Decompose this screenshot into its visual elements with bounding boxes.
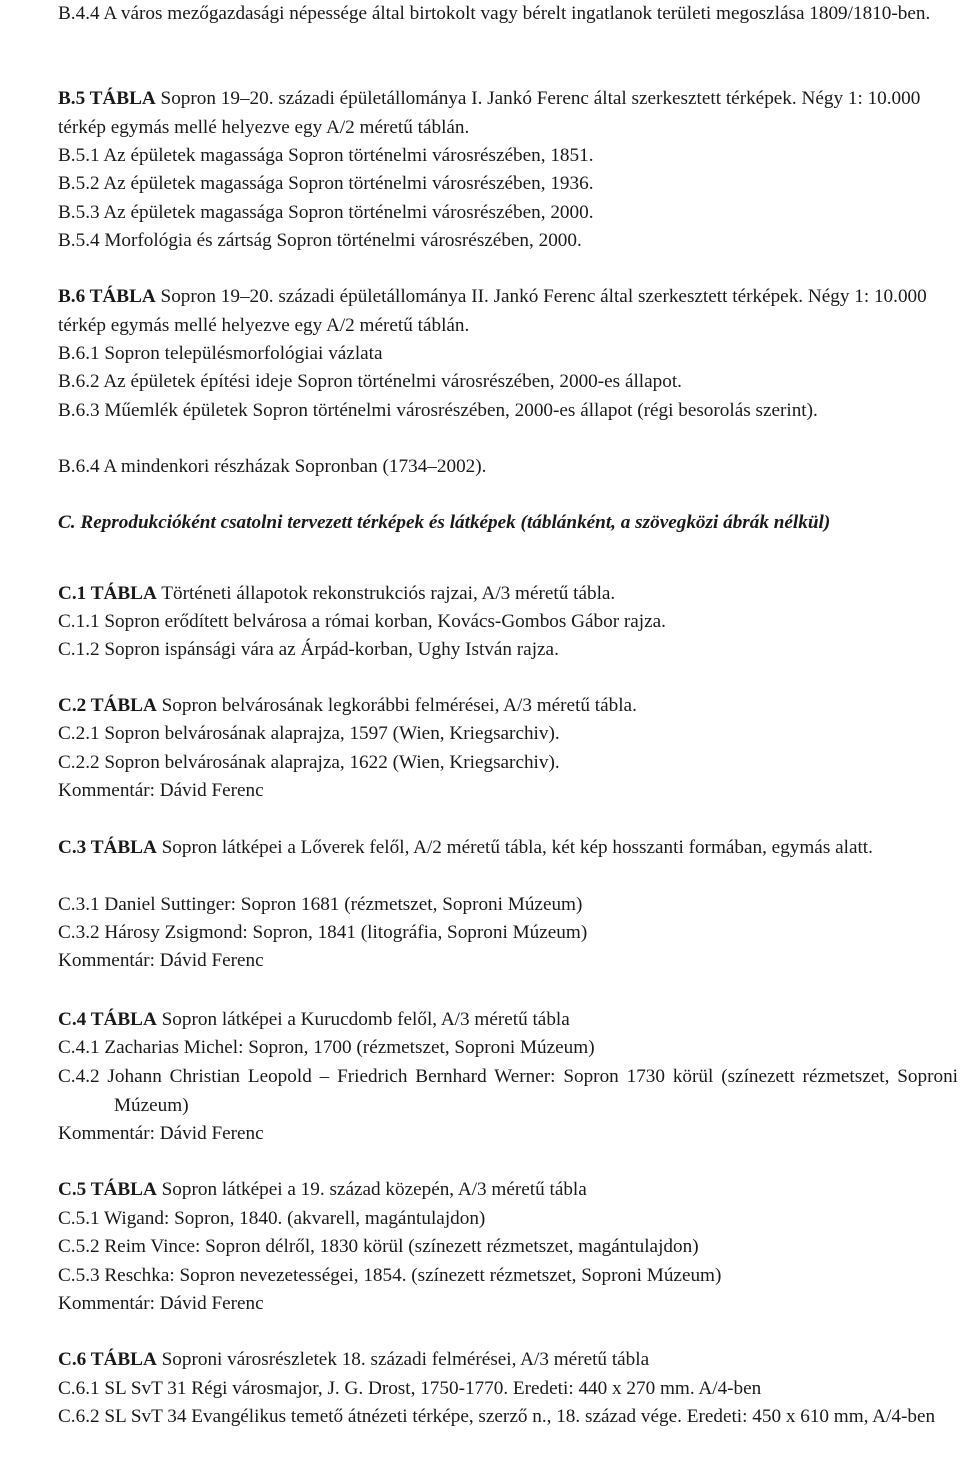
list-item: C.6.2 SL SvT 34 Evangélikus temető átnézeti térképe, szerző n., 18. század vége. Eredeti: 450 x 610 mm, A/4-ben [58, 1406, 936, 1427]
table-label: C.3 TÁBLA [58, 837, 157, 858]
table-title: Soproni városrészletek 18. századi felmérései, A/3 méretű tábla [156, 1349, 650, 1370]
table-label: C.4 TÁBLA [58, 1009, 157, 1030]
table-title: Sopron látképei a 19. század közepén, A/3 méretű tábla [156, 1179, 587, 1200]
list-item: B.6.3 Műemlék épületek Sopron történelmi városrészében, 2000-es állapot (régi besorolás szerint). [58, 400, 818, 421]
list-item: C.5.2 Reim Vince: Sopron délről, 1830 körül (színezett rézmetszet, magántulajdon) [58, 1236, 699, 1257]
list-item: C.3.2 Hárosy Zsigmond: Sopron, 1841 (litográfia, Soproni Múzeum) [58, 922, 588, 943]
list-item: C.1.2 Sopron ispánsági vára az Árpád-korban, Ughy István rajza. [58, 639, 559, 660]
table-title: Sopron 19–20. századi épületállománya II. Jankó Ferenc által szerkesztett térképek. Négy 1: 10.000 térkép egymás mellé helyezve egy A/2 méretű táblán. [58, 286, 927, 336]
list-item: C.2.1 Sopron belvárosának alaprajza, 1597 (Wien, Kriegsarchiv). [58, 723, 560, 744]
list-item: B.5.4 Morfológia és zártság Sopron történelmi városrészében, 2000. [58, 230, 582, 251]
list-item: C.1.1 Sopron erődített belvárosa a római korban, Kovács-Gombos Gábor rajza. [58, 611, 666, 632]
table-label: B.5 TÁBLA [58, 88, 156, 109]
list-item: C.5.1 Wigand: Sopron, 1840. (akvarell, magántulajdon) [58, 1208, 486, 1229]
section-b6-heading [58, 283, 958, 340]
section-c3-heading [58, 834, 958, 863]
list-item: B.6.4 A mindenkori részházak Sopronban (1734–2002). [58, 456, 487, 477]
section-c5-heading [58, 1176, 958, 1205]
comment-line: Kommentár: Dávid Ferenc [58, 950, 264, 971]
list-item: B.6.1 Sopron településmorfológiai vázlata [58, 343, 383, 364]
section-c4-heading [58, 1006, 958, 1035]
table-title: Sopron belvárosának legkorábbi felmérései, A/3 méretű tábla. [156, 695, 637, 716]
table-title: Sopron látképei a Kurucdomb felől, A/3 méretű tábla [156, 1009, 570, 1030]
table-title: Sopron látképei a Lőverek felől, A/2 méretű tábla, két kép hosszanti formában, egymás alatt. [156, 837, 873, 858]
list-item: C.3.1 Daniel Suttinger: Sopron 1681 (rézmetszet, Soproni Múzeum) [58, 894, 583, 915]
list-item: B.4.4 A város mezőgazdasági népessége által birtokolt vagy bérelt ingatlanok területi megoszlása 1809/1810-ben. [58, 3, 931, 24]
table-label: C.1 TÁBLA [58, 583, 157, 604]
table-label: B.6 TÁBLA [58, 286, 156, 307]
comment-line: Kommentár: Dávid Ferenc [58, 1123, 264, 1144]
section-c6-heading [58, 1346, 958, 1375]
list-item: C.6.1 SL SvT 31 Régi városmajor, J. G. Drost, 1750-1770. Eredeti: 440 x 270 mm. A/4-ben [58, 1378, 762, 1399]
comment-line: Kommentár: Dávid Ferenc [58, 780, 264, 801]
comment-line: Kommentár: Dávid Ferenc [58, 1293, 264, 1314]
list-item: C.5.3 Reschka: Sopron nevezetességei, 1854. (színezett rézmetszet, Soproni Múzeum) [58, 1265, 722, 1286]
list-item: C.2.2 Sopron belvárosának alaprajza, 1622 (Wien, Kriegsarchiv). [58, 752, 560, 773]
list-item: B.5.2 Az épületek magassága Sopron történelmi városrészében, 1936. [58, 173, 594, 194]
table-label: C.6 TÁBLA [58, 1349, 157, 1370]
table-label: C.2 TÁBLA [58, 695, 157, 716]
table-title: Történeti állapotok rekonstrukciós rajzai, A/3 méretű tábla. [156, 583, 616, 604]
section-c-heading: C. Reprodukcióként csatolni tervezett térképek és látképek (táblánként, a szövegközi ábrák nélkül) [58, 512, 831, 533]
list-item: B.5.3 Az épületek magassága Sopron történelmi városrészében, 2000. [58, 202, 594, 223]
table-label: C.5 TÁBLA [58, 1179, 157, 1200]
list-item: B.6.2 Az épületek építési ideje Sopron történelmi városrészében, 2000-es állapot. [58, 371, 682, 392]
list-item: C.4.2 Johann Christian Leopold – Friedrich Bernhard Werner: Sopron 1730 körül (színezett rézmetszet, Soproni Múzeum) [58, 1066, 958, 1116]
table-title: Sopron 19–20. századi épületállománya I. Jankó Ferenc által szerkesztett térképek. Négy 1: 10.000 térkép egymás mellé helyezve egy A/2 méretű táblán. [58, 88, 921, 138]
list-item: B.5.1 Az épületek magassága Sopron történelmi városrészében, 1851. [58, 145, 594, 166]
list-item: C.4.1 Zacharias Michel: Sopron, 1700 (rézmetszet, Soproni Múzeum) [58, 1037, 595, 1058]
section-c2-heading [58, 692, 958, 721]
section-c1-heading [58, 580, 958, 609]
section-b5-heading [58, 85, 958, 142]
